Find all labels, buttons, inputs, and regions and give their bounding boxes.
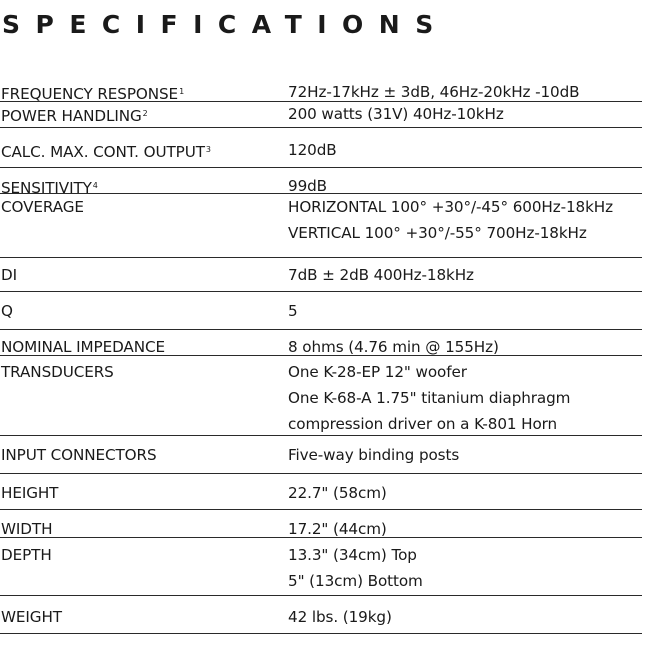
footnote-marker: 3 [205, 145, 211, 154]
spec-label: WIDTH [1, 520, 53, 538]
spec-label: HEIGHT [1, 484, 59, 502]
spec-label: Q [1, 302, 13, 320]
page-title: SPECIFICATIONS [2, 10, 449, 39]
spec-row-transducers [0, 356, 642, 436]
spec-label: POWER HANDLING$^2$ [1, 107, 148, 125]
spec-row-input-connectors [0, 436, 642, 474]
spec-value: 200 watts (31V) 40Hz-10kHz [288, 105, 504, 123]
spec-label: DI [1, 266, 17, 284]
spec-label: TRANSDUCERS [1, 363, 114, 381]
spec-value: 5 [288, 302, 298, 320]
spec-value: HORIZONTAL 100° +30°/-45° 600Hz-18kHz VERTICAL 100° +30°/-55° 700Hz-18kHz [288, 198, 613, 242]
spec-row-sensitivity [0, 168, 642, 197]
spec-row-depth [0, 538, 642, 596]
spec-value: 72Hz-17kHz ± 3dB, 46Hz-20kHz -10dB [288, 83, 580, 101]
spec-row-calc-max-cont-output [0, 128, 642, 168]
spec-row-frequency-response [0, 78, 642, 102]
spec-label: WEIGHT [1, 608, 62, 626]
spec-label: DEPTH [1, 546, 52, 564]
spec-label: CALC. MAX. CONT. OUTPUT$^3$ [1, 143, 211, 161]
spec-row-q [0, 292, 642, 330]
spec-table [0, 78, 642, 634]
spec-label: FREQUENCY RESPONSE$^1$ [1, 85, 185, 103]
spec-value: 13.3" (34cm) Top 5" (13cm) Bottom [288, 546, 423, 590]
spec-row-nominal-impedance [0, 330, 642, 356]
spec-row-coverage [0, 194, 642, 258]
spec-value: 99dB [288, 177, 327, 195]
spec-label: INPUT CONNECTORS [1, 446, 157, 464]
spec-label: COVERAGE [1, 198, 84, 216]
spec-value: 42 lbs. (19kg) [288, 608, 392, 626]
spec-row-height [0, 474, 642, 510]
spec-row-di [0, 258, 642, 292]
spec-value: 8 ohms (4.76 min @ 155Hz) [288, 338, 499, 356]
footnote-marker: 1 [179, 87, 185, 96]
footnote-marker: 2 [142, 109, 148, 118]
spec-value: 7dB ± 2dB 400Hz-18kHz [288, 266, 474, 284]
spec-label: NOMINAL IMPEDANCE [1, 338, 165, 356]
footnote-marker: 4 [92, 181, 98, 190]
spec-label: SENSITIVITY$^4$ [1, 179, 98, 197]
spec-row-power-handling [0, 102, 642, 128]
spec-value: 17.2" (44cm) [288, 520, 387, 538]
spec-value: 120dB [288, 141, 337, 159]
spec-value: 22.7" (58cm) [288, 484, 387, 502]
spec-row-width [0, 510, 642, 538]
spec-row-weight [0, 596, 642, 634]
spec-value: Five-way binding posts [288, 446, 460, 464]
spec-value: One K-28-EP 12" woofer One K-68-A 1.75" titanium diaphragm compression driver on a K-801 Horn [288, 363, 571, 433]
